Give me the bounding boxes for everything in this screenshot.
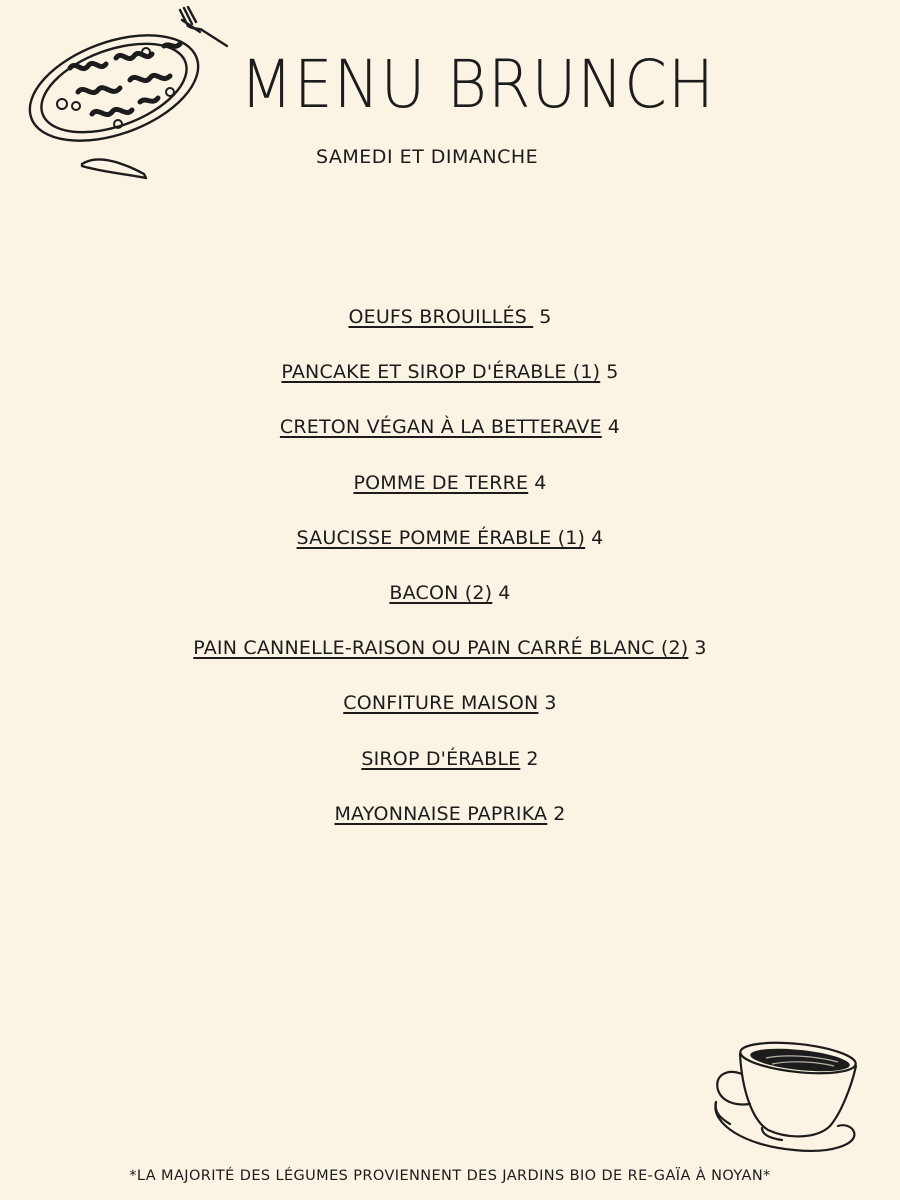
menu-item-name: POMME DE TERRE bbox=[353, 471, 529, 494]
menu-item-price: 5 bbox=[539, 306, 552, 328]
coffee-cup-icon bbox=[706, 1034, 866, 1164]
menu-item bbox=[0, 689, 900, 744]
plate-with-fork-and-knife-icon bbox=[22, 6, 232, 186]
menu-item bbox=[0, 413, 900, 468]
menu-item bbox=[0, 303, 900, 358]
menu-item-name: PANCAKE ET SIROP D'ÉRABLE (1) bbox=[281, 361, 601, 384]
menu-item-price: 4 bbox=[498, 581, 511, 604]
menu-item bbox=[0, 745, 900, 800]
menu-item-name: SIROP D'ÉRABLE bbox=[361, 747, 521, 770]
menu-item-price: 4 bbox=[534, 471, 547, 494]
menu-item-price: 4 bbox=[591, 526, 604, 549]
menu-item-name: MAYONNAISE PAPRIKA bbox=[334, 802, 548, 825]
menu-item-price: 2 bbox=[526, 747, 539, 770]
menu-item-name: CRETON VÉGAN À LA BETTERAVE bbox=[279, 416, 602, 439]
menu-item bbox=[0, 524, 900, 579]
footnote: *LA MAJORITÉ DES LÉGUMES PROVIENNENT DES JARDINS BIO DE RE-GAÏA À NOYAN* bbox=[129, 1168, 771, 1184]
menu-item-name: PAIN CANNELLE-RAISON OU PAIN CARRÉ BLANC (2) bbox=[193, 637, 689, 660]
menu-item-name: BACON (2) bbox=[389, 581, 493, 604]
menu-list bbox=[0, 303, 900, 855]
menu-item-name: SAUCISSE POMME ÉRABLE (1) bbox=[296, 526, 586, 549]
menu-item-name: CONFITURE MAISON bbox=[343, 692, 539, 715]
menu-item-price: 3 bbox=[544, 692, 557, 715]
page-title: MENU BRUNCH bbox=[240, 46, 716, 123]
menu-item-price: 3 bbox=[694, 637, 707, 660]
menu-item-name: OEUFS BROUILLÉS bbox=[348, 306, 534, 328]
menu-item-price: 4 bbox=[607, 416, 621, 439]
page-subtitle: SAMEDI ET DIMANCHE bbox=[316, 146, 539, 168]
menu-item bbox=[0, 634, 900, 689]
menu-item bbox=[0, 800, 900, 855]
menu-item-price: 5 bbox=[606, 361, 619, 384]
menu-item-price: 2 bbox=[553, 802, 566, 825]
menu-item bbox=[0, 469, 900, 524]
menu-item bbox=[0, 579, 900, 634]
menu-item bbox=[0, 358, 900, 413]
